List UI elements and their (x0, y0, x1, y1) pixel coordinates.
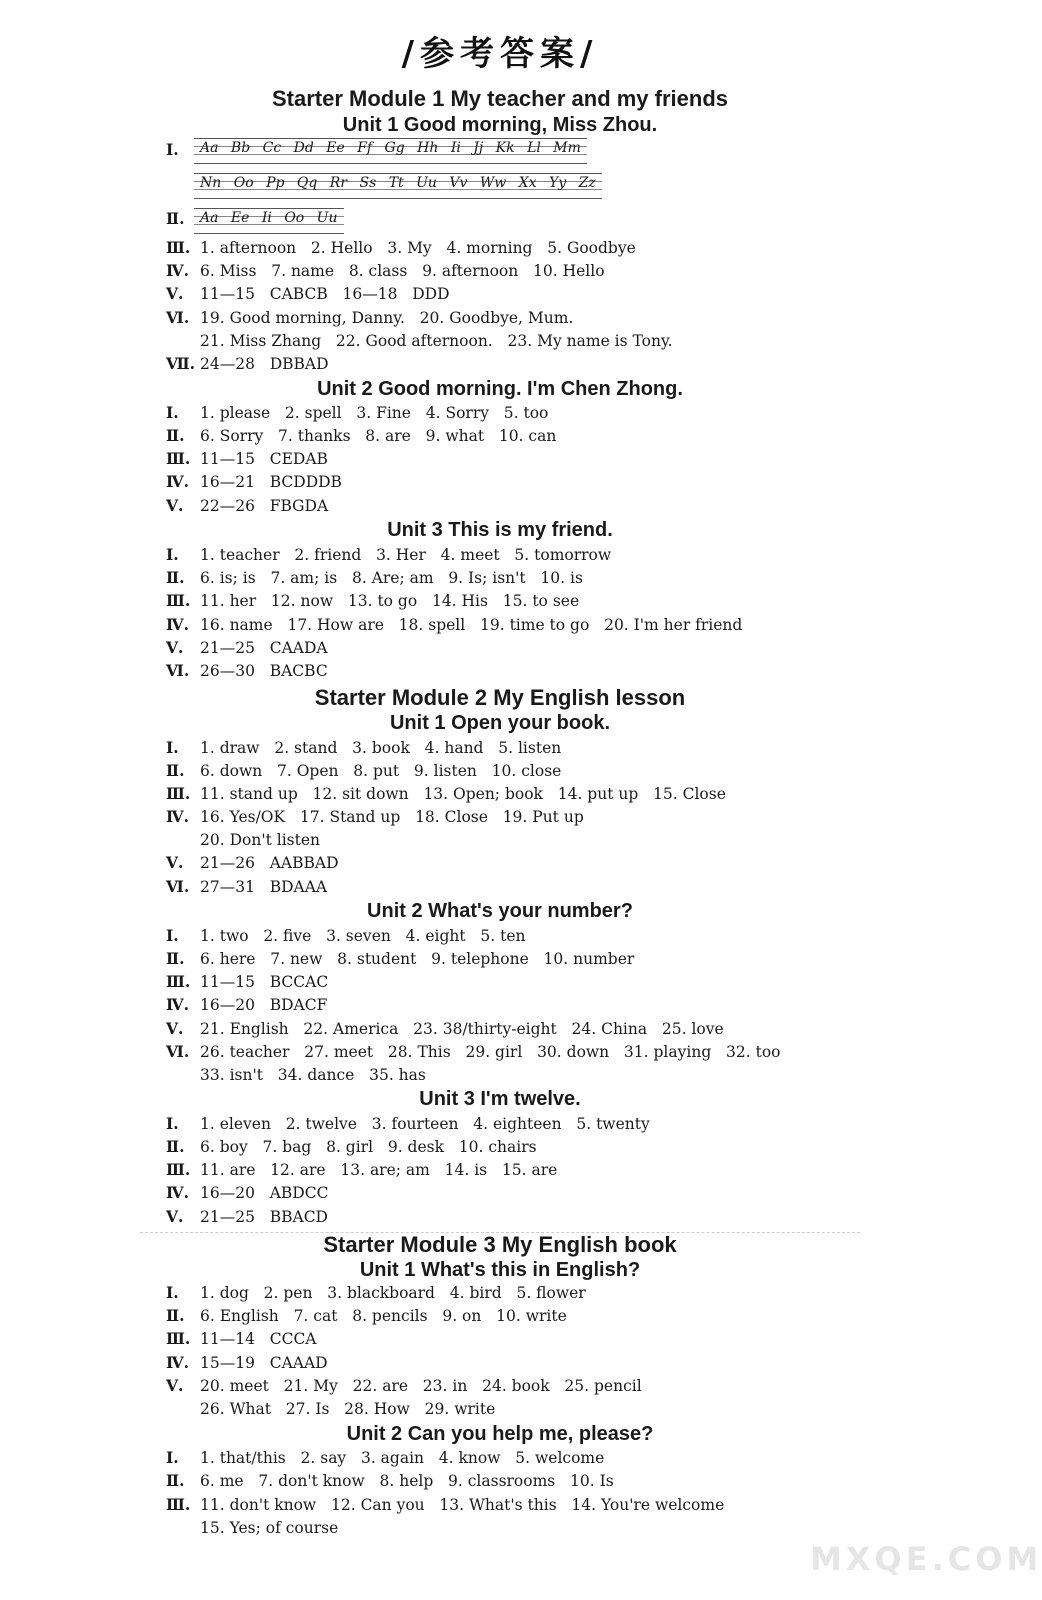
answer-row (166, 1494, 724, 1516)
section-number: Ⅲ. (166, 1495, 191, 1514)
answer-row (166, 783, 726, 805)
section-number: Ⅴ. (166, 1019, 184, 1038)
answer-text: 11—15 CEDAB (200, 450, 328, 468)
m1-unit-2-title: Unit 2 Good morning. I'm Chen Zhong. (317, 378, 683, 400)
answer-row (166, 1375, 642, 1397)
answer-text: 1. draw 2. stand 3. book 4. hand 5. listen (200, 739, 562, 757)
answer-row (166, 1470, 614, 1492)
answer-row (166, 448, 328, 470)
answer-row (166, 1113, 650, 1135)
answer-row (166, 237, 636, 259)
answer-row (166, 1018, 724, 1040)
answer-row (166, 1159, 557, 1181)
answer-row (166, 1305, 567, 1327)
answer-row (166, 1136, 537, 1158)
answer-row (166, 283, 450, 305)
answer-row (166, 260, 605, 282)
answer-text: 11. stand up 12. sit down 13. Open; book 14. put up 15. Close (200, 785, 726, 803)
m3-unit-1-title: Unit 1 What's this in English? (359, 1259, 641, 1281)
section-number: Ⅰ. (166, 403, 179, 422)
handwriting-line-3 (200, 208, 338, 232)
answer-text: 15—19 CAAAD (200, 1354, 328, 1372)
section-number: Ⅵ. (166, 877, 190, 896)
m2-unit-3-title: Unit 3 I'm twelve. (419, 1088, 581, 1110)
section-number: Ⅳ. (166, 615, 189, 634)
answer-text: 16—20 ABDCC (200, 1184, 329, 1202)
answer-text: 26. What 27. Is 28. How 29. write (200, 1400, 496, 1418)
section-number: Ⅱ. (166, 1471, 185, 1490)
answer-text: 27—31 BDAAA (200, 878, 328, 896)
answer-row (166, 1064, 426, 1086)
section-number: Ⅱ. (166, 761, 185, 780)
answer-row (166, 307, 573, 329)
section-number: Ⅳ. (166, 472, 189, 491)
answer-row (166, 994, 327, 1016)
answer-row (166, 1398, 495, 1420)
module-2-title: Starter Module 2 My English lesson (314, 685, 686, 710)
answer-row (166, 925, 526, 947)
answer-text: 16. name 17. How are 18. spell 19. time to go 20. I'm her friend (200, 616, 743, 634)
answer-text: 1. teacher 2. friend 3. Her 4. meet 5. tomorrow (200, 546, 612, 564)
answer-row (166, 948, 634, 970)
section-number: Ⅳ. (166, 995, 189, 1014)
answer-text: 16—20 BDACF (200, 996, 328, 1014)
answer-text: 11. her 12. now 13. to go 14. His 15. to see (200, 592, 580, 610)
answer-row (166, 544, 611, 566)
answer-text: 20. meet 21. My 22. are 23. in 24. book 25. pencil (200, 1377, 642, 1395)
section-number: Ⅰ. (166, 1114, 179, 1133)
answer-row (166, 1206, 328, 1228)
answer-text: 16—21 BCDDDB (200, 473, 342, 491)
answer-text: 1. two 2. five 3. seven 4. eight 5. ten (200, 927, 526, 945)
handwriting-text: Aa Bb Cc Dd Ee Ff Gg Hh Ii Jj Kk Ll Mm (200, 140, 581, 156)
section-number: Ⅲ. (166, 784, 191, 803)
answer-row (166, 637, 328, 659)
answer-row (166, 1328, 317, 1350)
answer-text: 6. boy 7. bag 8. girl 9. desk 10. chairs (200, 1138, 537, 1156)
answer-row (166, 1282, 586, 1304)
answer-text: 19. Good morning, Danny. 20. Goodbye, Mum. (200, 309, 574, 327)
handwriting-text: Aa Ee Ii Oo Uu (200, 210, 338, 226)
answer-row (166, 330, 673, 352)
answer-text: 21. Miss Zhang 22. Good afternoon. 23. My name is Tony. (200, 332, 673, 350)
answer-text: 6. is; is 7. am; is 8. Are; am 9. Is; isn't 10. is (200, 569, 583, 587)
answer-row (166, 852, 339, 874)
answer-row (166, 495, 328, 517)
answer-text: 1. dog 2. pen 3. blackboard 4. bird 5. flower (200, 1284, 586, 1302)
answer-text: 6. down 7. Open 8. put 9. listen 10. close (200, 762, 562, 780)
answer-text: 15. Yes; of course (200, 1519, 339, 1537)
handwriting-text: Nn Oo Pp Qq Rr Ss Tt Uu Vv Ww Xx Yy Zz (200, 175, 596, 191)
answer-row (166, 590, 579, 612)
answer-row (166, 876, 327, 898)
answer-text: 11—15 BCCAC (200, 973, 329, 991)
section-number: Ⅴ. (166, 284, 184, 303)
section-number: Ⅵ. (166, 661, 190, 680)
watermark-logo: MXQE.COM (810, 1540, 1042, 1578)
module-1-title: Starter Module 1 My teacher and my friends (271, 86, 729, 111)
section-number: Ⅴ. (166, 853, 184, 872)
section-number: Ⅱ. (166, 568, 185, 587)
section-number: Ⅳ. (166, 261, 189, 280)
section-number: Ⅱ. (166, 949, 185, 968)
section-number: Ⅱ. (166, 426, 185, 445)
answer-row (166, 1041, 781, 1063)
answer-text: 26. teacher 27. meet 28. This 29. girl 30. down 31. playing 32. too (200, 1043, 781, 1061)
answer-row (166, 471, 342, 493)
answer-row (166, 567, 583, 589)
section-number: Ⅰ. (166, 1283, 179, 1302)
answer-text: 26—30 BACBC (200, 662, 328, 680)
answer-row (166, 806, 584, 828)
answer-row (166, 660, 328, 682)
answer-row (166, 1447, 604, 1469)
section-number: Ⅳ. (166, 1353, 189, 1372)
answer-text: 6. English 7. cat 8. pencils 9. on 10. write (200, 1307, 567, 1325)
answer-row (166, 1517, 338, 1539)
section-number: Ⅶ. (166, 354, 196, 373)
m1-unit-1-title: Unit 1 Good morning, Miss Zhou. (342, 114, 658, 136)
section-number: Ⅲ. (166, 591, 191, 610)
m3-unit-2-title: Unit 2 Can you help me, please? (346, 1423, 654, 1445)
answer-text: 11—14 CCCA (200, 1330, 317, 1348)
answer-text: 21—25 BBACD (200, 1208, 328, 1226)
answer-text: 11. don't know 12. Can you 13. What's this 14. You're welcome (200, 1496, 725, 1514)
answer-row (166, 971, 328, 993)
answer-text: 20. Don't listen (200, 831, 320, 849)
section-number: Ⅵ. (166, 1042, 190, 1061)
answer-row (166, 829, 320, 851)
section-number: Ⅰ. (166, 926, 179, 945)
handwriting-line-2 (200, 173, 596, 197)
m2-unit-1-title: Unit 1 Open your book. (389, 712, 610, 734)
answer-row (166, 425, 556, 447)
answer-row (166, 1182, 328, 1204)
answer-text: 24—28 DBBAD (200, 355, 329, 373)
section-number: Ⅱ. (166, 1306, 185, 1325)
answer-text: 22—26 FBGDA (200, 497, 329, 515)
answer-text: 6. me 7. don't know 8. help 9. classrooms 10. Is (200, 1472, 614, 1490)
section-number: Ⅲ. (166, 1329, 191, 1348)
answer-text: 11. are 12. are 13. are; am 14. is 15. are (200, 1161, 558, 1179)
answer-text: 1. afternoon 2. Hello 3. My 4. morning 5. Goodbye (200, 239, 636, 257)
answer-text: 33. isn't 34. dance 35. has (200, 1066, 426, 1084)
answer-row (166, 737, 561, 759)
m2-unit-2-title: Unit 2 What's your number? (367, 900, 633, 922)
answer-row (166, 614, 742, 636)
answer-text: 21—25 CAADA (200, 639, 328, 657)
section-number: Ⅰ. (166, 140, 179, 159)
section-number: Ⅳ. (166, 807, 189, 826)
section-number: Ⅱ. (166, 1137, 185, 1156)
section-number: Ⅲ. (166, 449, 191, 468)
section-number: Ⅴ. (166, 1376, 184, 1395)
section-number: Ⅰ. (166, 545, 179, 564)
answer-text: 6. Sorry 7. thanks 8. are 9. what 10. can (200, 427, 557, 445)
answer-text: 16. Yes/OK 17. Stand up 18. Close 19. Put up (200, 808, 584, 826)
section-number: Ⅰ. (166, 1448, 179, 1467)
answer-text: 21—26 AABBAD (200, 854, 339, 872)
section-number: Ⅱ. (166, 209, 185, 228)
page-banner-title: /参考答案/ (401, 34, 599, 74)
section-number: Ⅵ. (166, 308, 190, 327)
answer-text: 11—15 CABCB 16—18 DDD (200, 285, 450, 303)
answer-row (166, 1352, 328, 1374)
answer-text: 6. here 7. new 8. student 9. telephone 10. number (200, 950, 635, 968)
answer-text: 1. please 2. spell 3. Fine 4. Sorry 5. too (200, 404, 549, 422)
handwriting-line-1 (200, 138, 581, 162)
section-number: Ⅴ. (166, 1207, 184, 1226)
answer-text: 1. that/this 2. say 3. again 4. know 5. welcome (200, 1449, 605, 1467)
section-number: Ⅲ. (166, 1160, 191, 1179)
section-number: Ⅳ. (166, 1183, 189, 1202)
answer-row (166, 760, 561, 782)
answer-text: 6. Miss 7. name 8. class 9. afternoon 10. Hello (200, 262, 605, 280)
answer-text: 21. English 22. America 23. 38/thirty-eight 24. China 25. love (200, 1020, 724, 1038)
section-number: Ⅰ. (166, 738, 179, 757)
section-number: Ⅴ. (166, 496, 184, 515)
section-number: Ⅴ. (166, 638, 184, 657)
section-number: Ⅲ. (166, 238, 191, 257)
answer-row (166, 353, 329, 375)
answer-row (166, 402, 548, 424)
module-3-title: Starter Module 3 My English book (323, 1232, 677, 1257)
m1-unit-3-title: Unit 3 This is my friend. (387, 519, 613, 541)
answer-text: 1. eleven 2. twelve 3. fourteen 4. eighteen 5. twenty (200, 1115, 650, 1133)
section-number: Ⅲ. (166, 972, 191, 991)
